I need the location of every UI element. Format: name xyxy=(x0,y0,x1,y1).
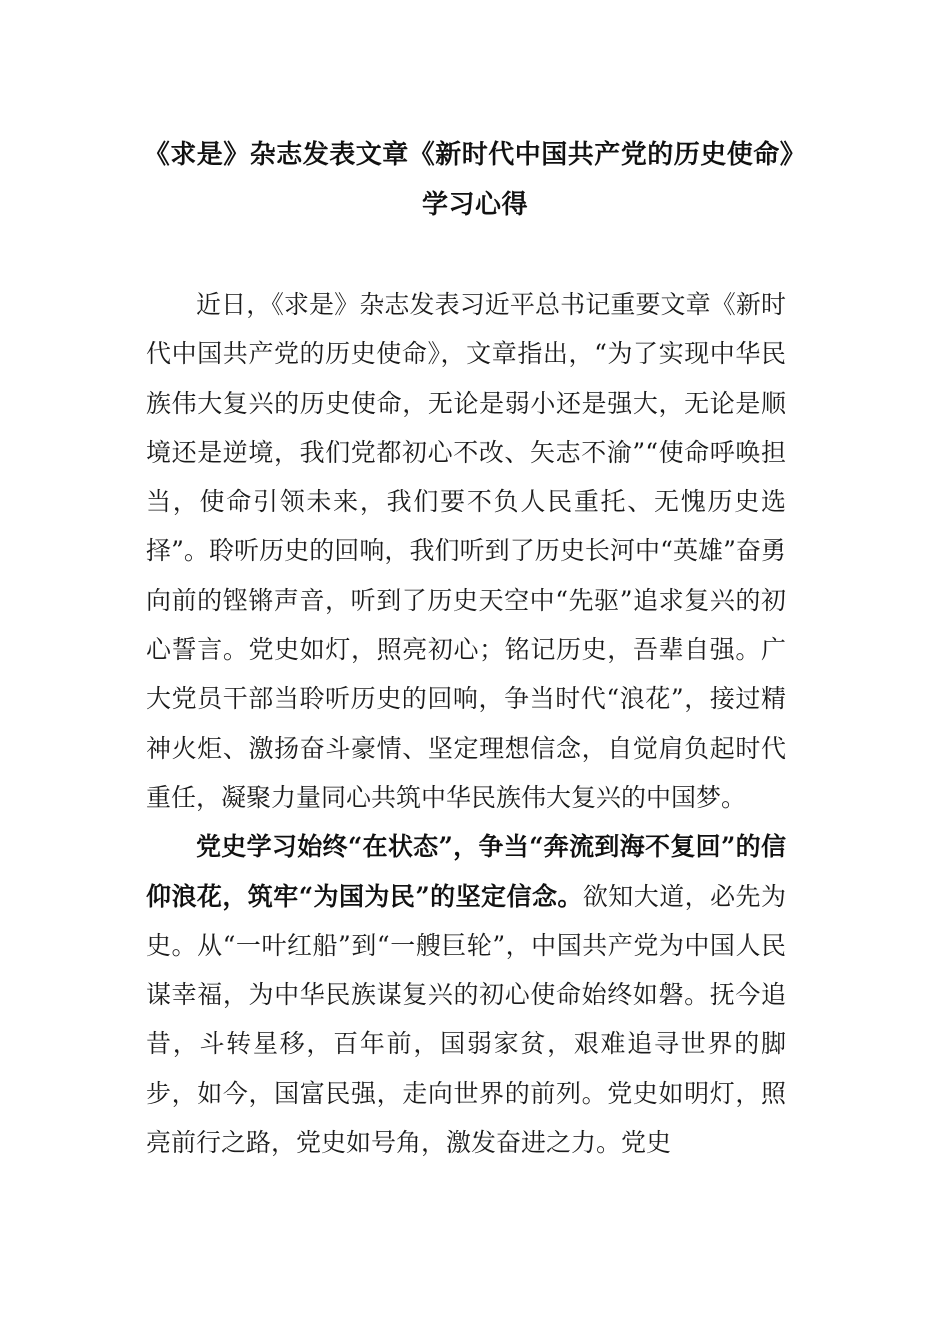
paragraph-2-text: 欲知大道，必先为史。从“一叶红船”到“一艘巨轮”，中国共产党为中国人民谋幸福，为中华民族谋复兴的初心使命始终如磐。抚今追昔，斗转星移，百年前，国弱家贫，艰难追寻世界的脚步，如今，国富民强，走向世界的前列。党史如明灯，照亮前行之路，党史如号角，激发奋进之力。党史 xyxy=(146,881,786,1158)
document-body xyxy=(146,280,786,1167)
paragraph-1: 近日，《求是》杂志发表习近平总书记重要文章《新时代中国共产党的历史使命》，文章指出，“为了实现中华民族伟大复兴的历史使命，无论是弱小还是强大，无论是顺境还是逆境，我们党都初心不改、矢志不渝”“使命呼唤担当，使命引领未来，我们要不负人民重托、无愧历史选择”。聆听历史的回响，我们听到了历史长河中“英雄”奋勇向前的铿锵声音，听到了历史天空中“先驱”追求复兴的初心誓言。党史如灯，照亮初心；铭记历史，吾辈自强。广大党员干部当聆听历史的回响，争当时代“浪花”，接过精神火炬、激扬奋斗豪情、坚定理想信念，自觉肩负起时代重任，凝聚力量同心共筑中华民族伟大复兴的中国梦。 xyxy=(146,290,786,812)
paragraph-2 xyxy=(146,822,786,1167)
document-title-line2: 学习心得 xyxy=(421,190,528,220)
document-title-line1: 《求是》杂志发表文章《新时代中国共产党的历史使命》 xyxy=(143,140,807,170)
paragraph-2-heading: 党史学习始终“在状态”，争当“奔流到海不复回”的信仰浪花，筑牢“为国为民”的坚定信念。 xyxy=(146,832,786,911)
